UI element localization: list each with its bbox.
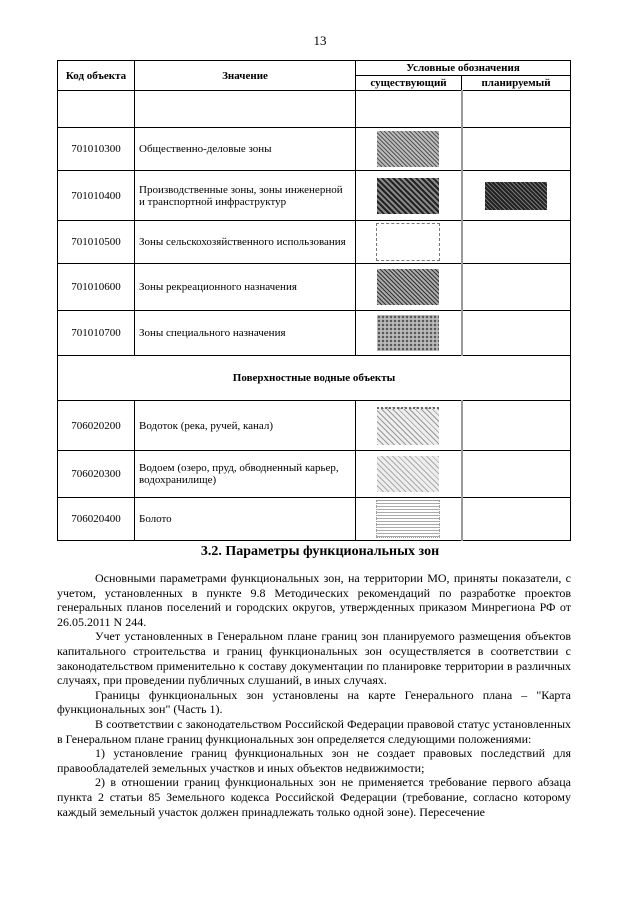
existing-swatch xyxy=(377,178,439,214)
table-row xyxy=(58,311,571,356)
object-meaning: Водоток (река, ручей, канал) xyxy=(135,401,356,451)
table-row xyxy=(58,401,571,451)
table-row xyxy=(58,451,571,498)
object-code: 701010400 xyxy=(58,171,135,221)
table-row xyxy=(58,171,571,221)
object-code: 701010700 xyxy=(58,311,135,356)
paragraph: Основными параметрами функциональных зон, на территории МО, приняты показатели, с учетом, установленных в пункте 9.8 Методических рекомендаций по разработке проектов генеральных планов поселений и городских округов, утвержденных приказом Минрегиона РФ от 26.05.2011 N 244. xyxy=(57,571,571,629)
paragraph: Учет установленных в Генеральном плане границ зон планируемого размещения объектов капитального строительства и границ функциональных зон осуществляется в соответствии с законодательством применительно к составу документации по планировке территории в различных случаях, при проведении публичных слушаний, в иных случаях. xyxy=(57,629,571,688)
paragraph: 2) в отношении границ функциональных зон не применяется требование первого абзаца пункта 2 статьи 85 Земельного кодекса Российской Федерации (требование, согласно которому каждый земельный участок должен принадлежать только одной зоне). Пересечение xyxy=(57,775,571,819)
object-code: 701010500 xyxy=(58,221,135,264)
object-code: 706020300 xyxy=(58,451,135,498)
table-row xyxy=(58,128,571,171)
paragraph: В соответствии с законодательством Российской Федерации правовой статус установленных в Генеральном плане границ функциональных зон определяется следующими положениями: xyxy=(57,716,571,746)
existing-swatch xyxy=(376,500,440,538)
paragraph: 1) установление границ функциональных зон не создает правовых последствий для правообладателей земельных участков и иных объектов недвижимости; xyxy=(57,746,571,775)
table-row xyxy=(58,221,571,264)
section-heading: 3.2. Параметры функциональных зон xyxy=(200,544,440,559)
table-row xyxy=(58,498,571,541)
header-meaning: Значение xyxy=(135,61,356,91)
existing-swatch xyxy=(377,315,439,351)
existing-swatch xyxy=(377,131,439,167)
object-meaning: Водоем (озеро, пруд, обводненный карьер, водохранилище) xyxy=(135,451,356,498)
object-meaning: Зоны специального назначения xyxy=(135,311,356,356)
object-code: 706020200 xyxy=(58,401,135,451)
existing-swatch xyxy=(377,407,439,445)
legend-table xyxy=(57,60,571,541)
header-code: Код объекта xyxy=(58,61,135,91)
object-code: 706020400 xyxy=(58,498,135,541)
existing-swatch xyxy=(376,223,440,261)
object-meaning: Производственные зоны, зоны инженерной и транспортной инфраструктур xyxy=(135,171,356,221)
section-title: Поверхностные водные объекты xyxy=(58,356,571,401)
header-planned: планируемый xyxy=(462,76,571,91)
body-text xyxy=(57,571,571,819)
object-code: 701010300 xyxy=(58,128,135,171)
object-meaning: Общественно-деловые зоны xyxy=(135,128,356,171)
object-meaning: Болото xyxy=(135,498,356,541)
planned-swatch xyxy=(485,182,547,210)
existing-swatch xyxy=(377,269,439,305)
header-legend: Условные обозначения xyxy=(356,61,571,76)
header-existing: существующий xyxy=(356,76,462,91)
object-code: 701010600 xyxy=(58,264,135,311)
object-meaning: Зоны рекреационного назначения xyxy=(135,264,356,311)
table-row xyxy=(58,264,571,311)
paragraph: Границы функциональных зон установлены на карте Генерального плана – "Карта функциональных зон" (Часть 1). xyxy=(57,687,571,717)
object-meaning: Зоны сельскохозяйственного использования xyxy=(135,221,356,264)
page-number: 13 xyxy=(313,33,327,48)
existing-swatch xyxy=(377,456,439,492)
